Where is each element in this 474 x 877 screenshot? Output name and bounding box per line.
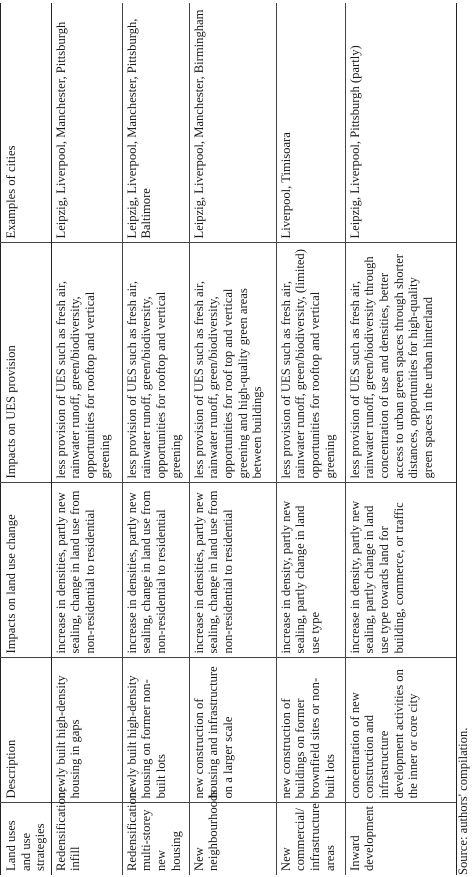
cell-description: newly built high-density housing on former non-built lots <box>122 658 189 803</box>
cell-impact-ues: less provision of UES such as fresh air, rainwater runoff, green/biodiversity, opportunities for rooftop and vertical greening <box>122 243 189 483</box>
cell-impact-land-use: increase in densities, partly new sealing, change in land use from non-residential to residential <box>51 483 122 658</box>
header-description: Description <box>1 658 52 803</box>
header-impacts-land-use: Impacts on land use change <box>1 483 52 658</box>
cell-land-use: New neighbourhoods <box>189 803 276 875</box>
cell-impact-ues: less provision of UES such as fresh air, rainwater runoff, green/biodiversity, opportunities for rooftop and vertical greening <box>51 243 122 483</box>
cell-land-use: Inward development <box>345 803 456 875</box>
header-impacts-ues: Impacts on UES provision <box>1 243 52 483</box>
table-row <box>189 3 276 875</box>
cell-description: newly built high-density housing in gaps <box>51 658 122 803</box>
header-land-uses: Land uses and use strategies <box>1 803 52 875</box>
cell-impact-ues: less provision of UES such as fresh air, rainwater runoff, green/biodiversity through concentration of use and densities, better access to urban green spaces through shorter distances, opportunities for high-quality green spaces in the urban hinterland <box>345 243 456 483</box>
cell-description: new construction of housing and infrastructure on a larger scale <box>189 658 276 803</box>
cell-cities: Leipzig, Liverpool, Pittsburgh (partly) <box>345 3 456 243</box>
table-header-row <box>1 3 52 875</box>
cell-cities: Leipzig, Liverpool, Manchester, Pittsburgh, Baltimore <box>122 3 189 243</box>
cell-impact-land-use: increase in density, partly new sealing, partly change in land use type towards land for building, commerce, or traffic <box>345 483 456 658</box>
table-row <box>345 3 456 875</box>
cell-cities: Liverpool, Timisoara <box>276 3 345 243</box>
cell-description: new construction of buildings on former brownfield sites or non-built lots <box>276 658 345 803</box>
cell-impact-ues: less provision of UES such as fresh air, rainwater runoff, green/biodiversity, (limited) opportunities for rooftop and vertical greening <box>276 243 345 483</box>
table-row <box>122 3 189 875</box>
land-use-table <box>0 3 457 875</box>
table-row <box>276 3 345 875</box>
header-examples: Examples of cities <box>1 3 52 243</box>
source-note: Source: authors' compilation. <box>456 727 470 875</box>
cell-impact-land-use: increase in densities, partly new sealing, change in land use from non-residential to residential <box>189 483 276 658</box>
cell-land-use: Redensification; infill <box>51 803 122 875</box>
cell-land-use: New commercial/ infrastructure areas <box>276 803 345 875</box>
cell-impact-land-use: increase in densities, partly new sealing, change in land use from non-residential to residential <box>122 483 189 658</box>
cell-impact-ues: less provision of UES such as fresh air, rainwater runoff, green/biodiversity, opportunities for roof top and vertical greening and high-quality green areas between buildings <box>189 243 276 483</box>
cell-cities: Leipzig, Liverpool, Manchester, Pittsburgh <box>51 3 122 243</box>
cell-land-use: Redensification: multi-storey new housing <box>122 803 189 875</box>
table-row <box>51 3 122 875</box>
cell-description: concentration of new construction and infrastructure development activities on the inner or core city <box>345 658 456 803</box>
cell-cities: Leipzig, Liverpool, Manchester, Birmingham <box>189 3 276 243</box>
cell-impact-land-use: increase in density, partly new sealing, partly change in land use type <box>276 483 345 658</box>
